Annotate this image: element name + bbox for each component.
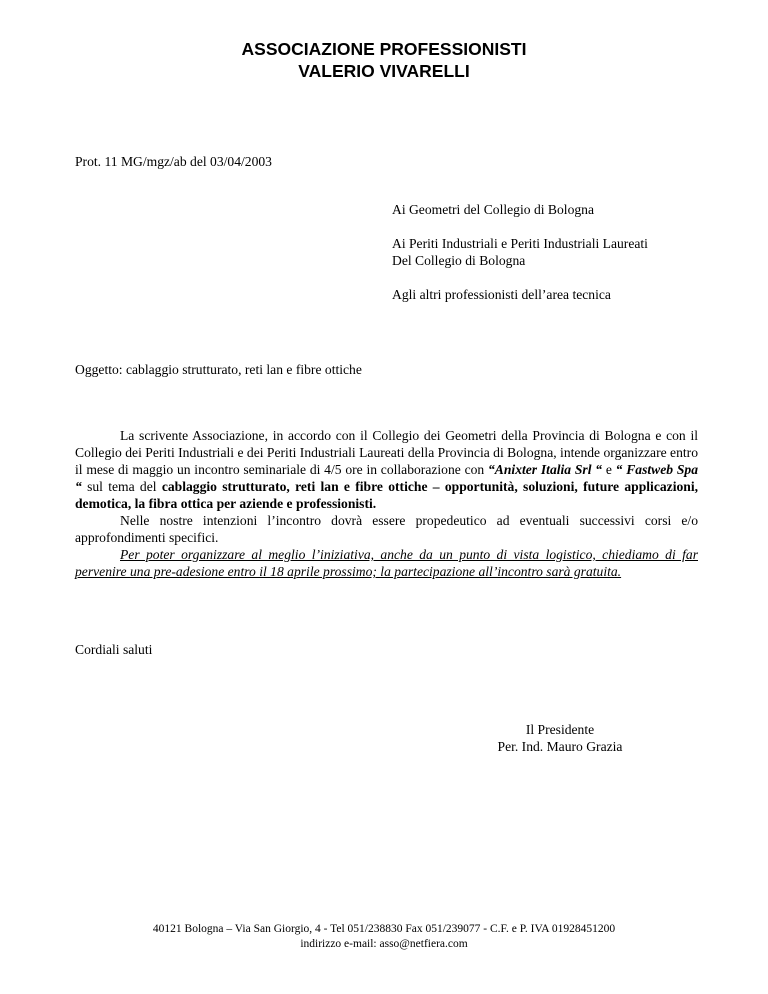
footer [0,922,768,952]
closing-greeting: Cordiali saluti [75,642,153,657]
body-paragraph-2: Nelle nostre intenzioni l’incontro dovrà essere propedeutico ad eventuali successivi corsi e/o approfondimenti specifici. [75,513,698,545]
body-paragraph-3 [75,546,698,580]
p1-anixter: “Anixter Italia Srl “ [488,462,603,477]
recipient-geometri: Ai Geometri del Collegio di Bologna [392,202,594,217]
protocol-number: Prot. 11 MG/mgz/ab del 03/04/2003 [75,154,272,169]
letterhead-line-1: ASSOCIAZIONE PROFESSIONISTI [241,39,527,59]
p1-and: e [602,462,616,477]
recipient-periti [392,235,722,269]
p1-topic: cablaggio strutturato, reti lan e fibre ottiche – opportunità, soluzioni, future applicazioni, demotica, la fibra ottica per aziende e professionisti. [75,479,698,511]
p1-fastweb: “ Fastweb Spa “ [75,462,699,494]
recipient-periti-line-1: Ai Periti Industriali e Periti Industriali Laureati [392,236,648,251]
p3-text: Per poter organizzare al meglio l’iniziativa, anche da un punto di vista logistico, chiediamo di far pervenire una pre-adesione entro il 18 aprile prossimo; la partecipazione all’incontro sarà gratuita. [75,547,698,579]
letterhead [0,38,768,82]
subject-line: Oggetto: cablaggio strutturato, reti lan e fibre ottiche [75,362,362,377]
signature-name: Per. Ind. Mauro Grazia [497,739,623,754]
body-paragraph-1 [75,427,698,512]
letterhead-line-2: VALERIO VIVARELLI [298,61,470,81]
recipient-periti-line-2: Del Collegio di Bologna [392,253,526,268]
letter-body [75,427,698,580]
footer-email: indirizzo e-mail: asso@netfiera.com [300,938,468,950]
p1-text-a: La scrivente Associazione, in accordo con il Collegio dei Geometri della Provincia di Bologna e con il Collegio dei Periti Industriali e dei Periti Industriali Laureati della Provincia di Bologna, intende organizzare entro il mese di maggio un incontro seminariale di 4/5 ore in collaborazione con [75,428,698,477]
p1-text-b: sul tema del [81,479,162,494]
footer-address: 40121 Bologna – Via San Giorgio, 4 - Tel 051/238830 Fax 051/239077 - C.F. e P. IVA 01928451200 [152,923,616,935]
recipient-altri: Agli altri professionisti dell’area tecnica [392,287,611,302]
signature-title: Il Presidente [525,722,595,737]
signature-block [480,721,640,755]
recipients-block [392,201,722,320]
